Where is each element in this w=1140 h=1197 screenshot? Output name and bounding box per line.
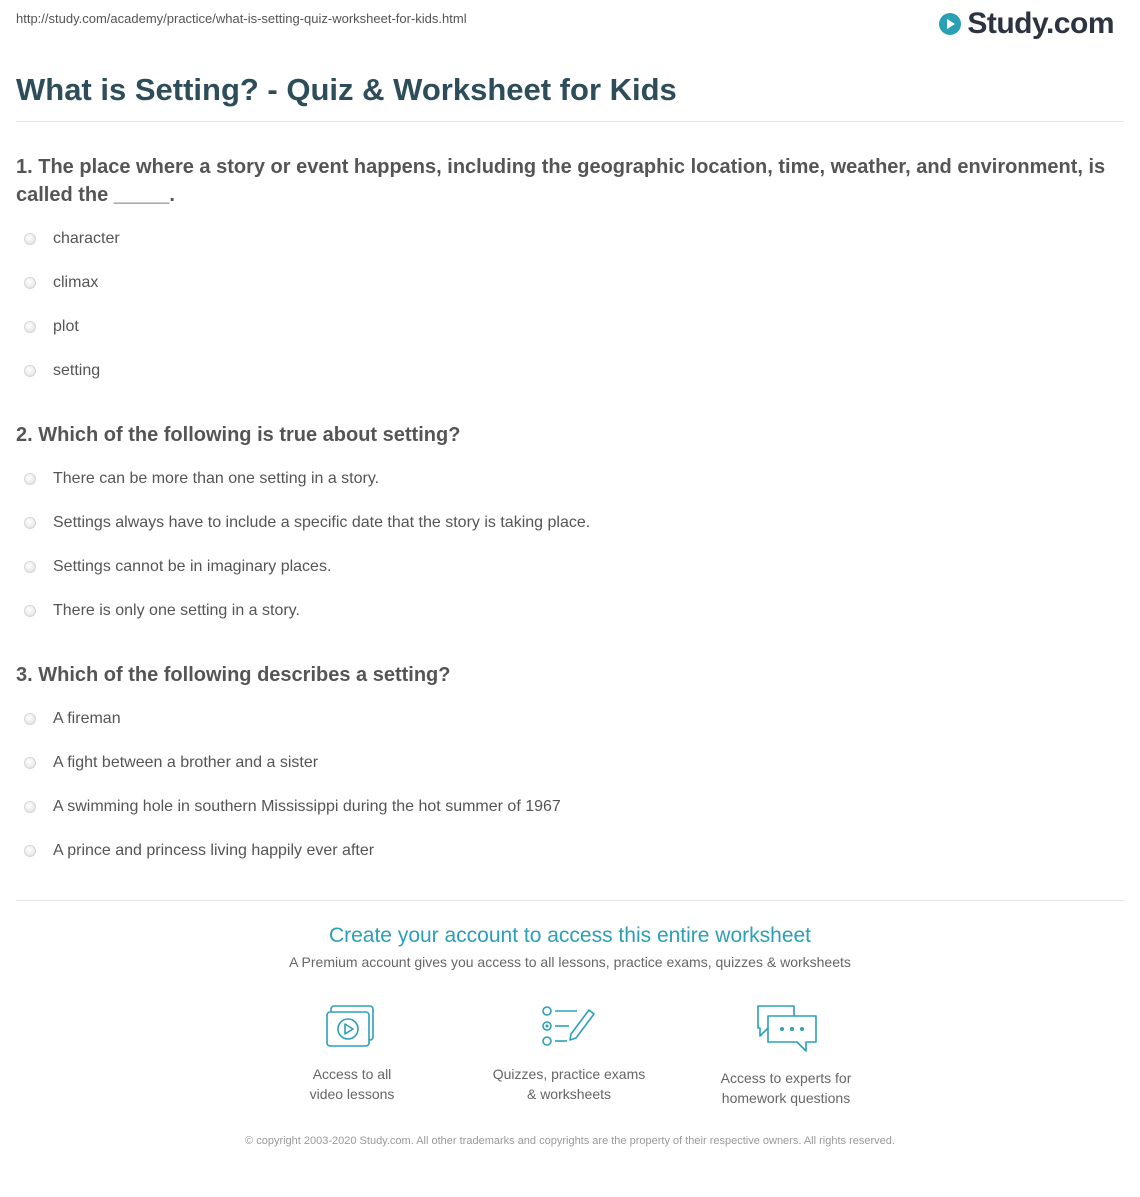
choice-label: climax — [53, 274, 99, 291]
play-circle-icon — [938, 12, 962, 36]
question-text: 3. Which of the following describes a setting? — [16, 664, 451, 686]
question-3 — [16, 661, 1124, 885]
video-lessons-icon — [326, 1004, 378, 1050]
divider — [16, 900, 1124, 901]
cta-title-link[interactable]: Create your account to access this entire worksheet — [328, 924, 812, 947]
answer-choice[interactable] — [16, 273, 1124, 317]
logo-text: Study.com — [967, 7, 1114, 40]
divider — [16, 121, 1124, 122]
question-2 — [16, 421, 1124, 645]
radio-button[interactable] — [24, 801, 36, 813]
answer-choice[interactable] — [16, 557, 1124, 601]
top-bar — [0, 0, 1140, 48]
page-url: http://study.com/academy/practice/what-is-setting-quiz-worksheet-for-kids.html — [16, 11, 467, 26]
feature-label-line: Access to experts for — [720, 1070, 852, 1086]
answer-choice[interactable] — [16, 361, 1124, 405]
feature-quizzes — [469, 1004, 669, 1104]
feature-label-line: Quizzes, practice exams — [492, 1066, 646, 1082]
radio-button[interactable] — [24, 561, 36, 573]
radio-button[interactable] — [24, 277, 36, 289]
feature-label-line: homework questions — [721, 1090, 851, 1106]
feature-video-lessons — [252, 1004, 452, 1104]
radio-button[interactable] — [24, 713, 36, 725]
page-title: What is Setting? - Quiz & Worksheet for Kids — [16, 72, 677, 107]
radio-button[interactable] — [24, 605, 36, 617]
answer-choice[interactable] — [16, 601, 1124, 645]
choice-label: Settings always have to include a specific date that the story is taking place. — [53, 514, 591, 531]
choice-label: A fireman — [53, 710, 121, 727]
choice-label: setting — [53, 362, 101, 379]
question-text: 2. Which of the following is true about setting? — [16, 424, 461, 446]
radio-button[interactable] — [24, 233, 36, 245]
answer-choice[interactable] — [16, 841, 1124, 885]
radio-button[interactable] — [24, 473, 36, 485]
choice-label: There is only one setting in a story. — [53, 602, 300, 619]
answer-choice[interactable] — [16, 753, 1124, 797]
cta-subtitle: A Premium account gives you access to all lessons, practice exams, quizzes & worksheets — [289, 954, 851, 970]
study-logo[interactable] — [938, 8, 1114, 40]
feature-label-line: & worksheets — [526, 1086, 612, 1102]
feature-label-line: video lessons — [309, 1086, 395, 1102]
choice-label: character — [53, 230, 120, 247]
answer-choice[interactable] — [16, 317, 1124, 361]
choice-label: A fight between a brother and a sister — [53, 754, 319, 771]
answer-choice[interactable] — [16, 469, 1124, 513]
radio-button[interactable] — [24, 365, 36, 377]
radio-button[interactable] — [24, 757, 36, 769]
feature-label-line: Access to all — [312, 1066, 392, 1082]
choice-label: Settings cannot be in imaginary places. — [53, 558, 332, 575]
choice-label: There can be more than one setting in a story. — [53, 470, 380, 487]
copyright-text: © copyright 2003-2020 Study.com. All other trademarks and copyrights are the property of their respective owners. All rights reserved. — [245, 1135, 895, 1147]
chat-bubbles-icon — [754, 1004, 818, 1054]
choice-label: A prince and princess living happily ever after — [53, 842, 375, 859]
copyright — [0, 1133, 1140, 1150]
choice-label: A swimming hole in southern Mississippi during the hot summer of 1967 — [53, 798, 561, 815]
radio-button[interactable] — [24, 321, 36, 333]
answer-choice[interactable] — [16, 513, 1124, 557]
quiz-checklist-icon — [541, 1004, 597, 1050]
question-text: 1. The place where a story or event happens, including the geographic location, time, weather, and environment, is called the _____. — [16, 156, 1106, 206]
radio-button[interactable] — [24, 517, 36, 529]
answer-choice[interactable] — [16, 797, 1124, 841]
question-1 — [16, 153, 1124, 405]
feature-experts — [686, 1004, 886, 1108]
choice-label: plot — [53, 318, 79, 335]
answer-choice[interactable] — [16, 229, 1124, 273]
radio-button[interactable] — [24, 845, 36, 857]
answer-choice[interactable] — [16, 709, 1124, 753]
